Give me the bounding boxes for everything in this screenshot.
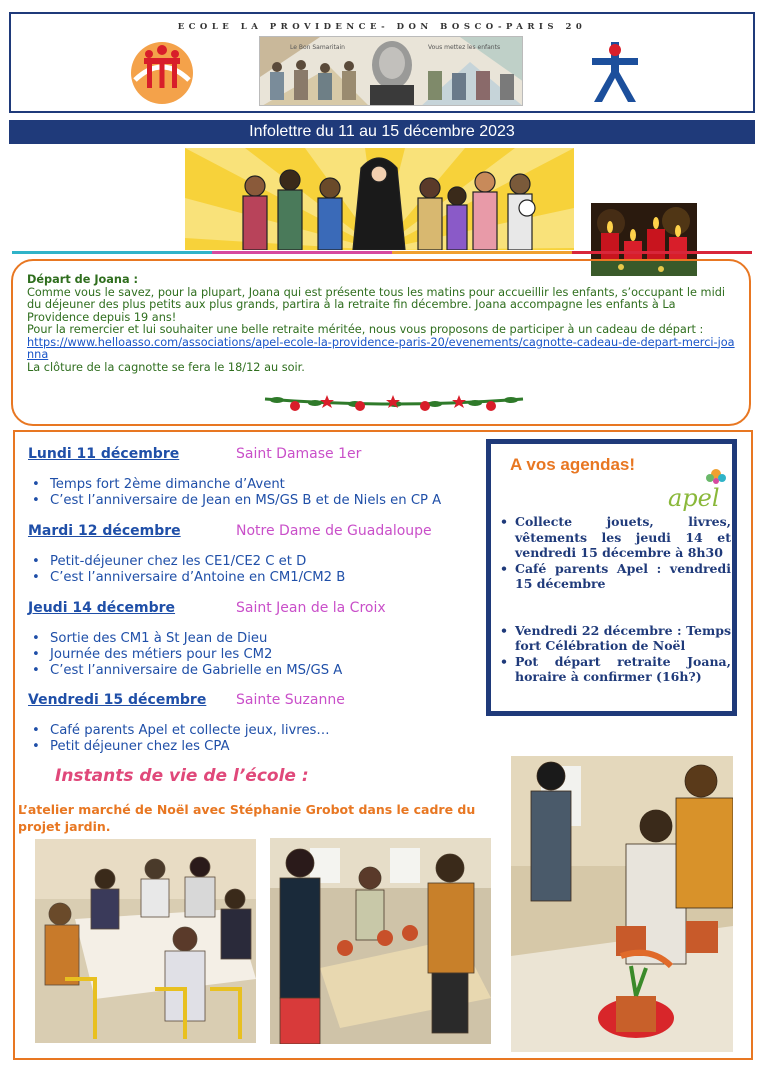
day-items xyxy=(32,554,345,586)
banner-text-left: Le Bon Samaritain xyxy=(290,44,345,51)
list-item: • Journée des métiers pour les CM2 xyxy=(32,647,342,663)
agenda-item: • Pot départ retraite Joana, horaire à confirmer (16h?) xyxy=(499,654,731,685)
joana-paragraph-1: Comme vous le savez, pour la plupart, Joana qui est présente tous les matins pour accueillir les enfants, s’occupant le midi du déjeuner des plus petits aux plus grands, partira à la retraite fin décembre. Joana accompagne les enfants à La Providence depuis 19 ans! xyxy=(27,285,726,324)
saint-of-day: Sainte Suzanne xyxy=(236,692,345,708)
day-title: Mardi 12 décembre xyxy=(28,523,181,539)
joana-paragraph-2: Pour la remercier et lui souhaiter une belle retraite méritée, nous vous proposons de participer à un cadeau de départ : xyxy=(27,323,704,336)
instants-heading: Instants de vie de l’école : xyxy=(55,766,309,786)
joana-departure-box xyxy=(11,259,751,426)
list-item: • Petit-déjeuner chez les CE1/CE2 C et D xyxy=(32,554,345,570)
day-items xyxy=(32,631,342,679)
agenda-item: • Café parents Apel : vendredi 15 décembre xyxy=(499,561,731,592)
photo-pot-decoration xyxy=(511,756,733,1052)
list-item: • C’est l’anniversaire de Jean en MS/GS B et de Niels en CP A xyxy=(32,493,441,509)
day-title: Vendredi 15 décembre xyxy=(28,692,207,708)
providence-logo-icon xyxy=(127,36,197,106)
day-title: Jeudi 14 décembre xyxy=(28,600,176,616)
school-name: ECOLE LA PROVIDENCE- DON BOSCO-PARIS 20 xyxy=(177,22,587,32)
joana-closing: La clôture de la cagnotte se fera le 18/12 au soir. xyxy=(27,360,305,374)
apel-logo xyxy=(666,466,732,514)
saint-of-day: Saint Jean de la Croix xyxy=(236,600,386,616)
agenda-title: A vos agendas! xyxy=(510,455,636,474)
agenda-list xyxy=(499,514,731,685)
apel-flower-icon xyxy=(706,469,726,484)
agenda-box xyxy=(486,439,737,716)
divider-line-orange xyxy=(392,251,572,254)
agenda-item: • Vendredi 22 décembre : Temps fort Célébration de Noël xyxy=(499,623,731,654)
list-item: • Café parents Apel et collecte jeux, livres… xyxy=(32,723,330,739)
day-items xyxy=(32,723,330,755)
banner-text-right: Vous mettez les enfants xyxy=(428,44,501,51)
list-item: • C’est l’anniversaire de Gabrielle en MS/GS A xyxy=(32,663,342,679)
cross-logo-icon xyxy=(586,38,644,106)
saint-of-day: Notre Dame de Guadaloupe xyxy=(236,523,432,539)
header-box xyxy=(9,12,755,113)
divider-line-pink xyxy=(212,251,392,254)
day-items xyxy=(32,477,441,509)
list-item: • Temps fort 2ème dimanche d’Avent xyxy=(32,477,441,493)
newsletter-title: Infolettre du 11 au 15 décembre 2023 xyxy=(9,120,755,144)
photo-children-table xyxy=(35,839,256,1043)
list-item: • Petit déjeuner chez les CPA xyxy=(32,739,330,755)
apel-label: apel xyxy=(668,484,720,512)
list-item: • C’est l’anniversaire d’Antoine en CM1/CM2 B xyxy=(32,570,345,586)
hero-illustration xyxy=(185,148,574,250)
joana-title: Départ de Joana : xyxy=(27,273,139,286)
saint-of-day: Saint Damase 1er xyxy=(236,446,362,462)
divider-line-red xyxy=(572,251,752,254)
day-title: Lundi 11 décembre xyxy=(28,446,180,462)
atelier-caption: L’atelier marché de Noël avec Stéphanie Grobot dans le cadre du projet jardin. xyxy=(18,802,476,834)
list-item: • Sortie des CM1 à St Jean de Dieu xyxy=(32,631,342,647)
photo-planting-activity xyxy=(270,838,491,1044)
holly-garland-icon xyxy=(263,391,525,413)
divider-line-teal xyxy=(12,251,212,254)
cagnotte-link[interactable]: https://www.helloasso.com/associations/apel-ecole-la-providence-paris-20/evenements/cagnotte-cadeau-de-depart-merci-joanna xyxy=(27,335,735,361)
agenda-item: • Collecte jouets, livres, vêtements les jeudi 14 et vendredi 15 décembre à 8h30 xyxy=(499,514,731,561)
don-bosco-banner xyxy=(259,36,523,106)
